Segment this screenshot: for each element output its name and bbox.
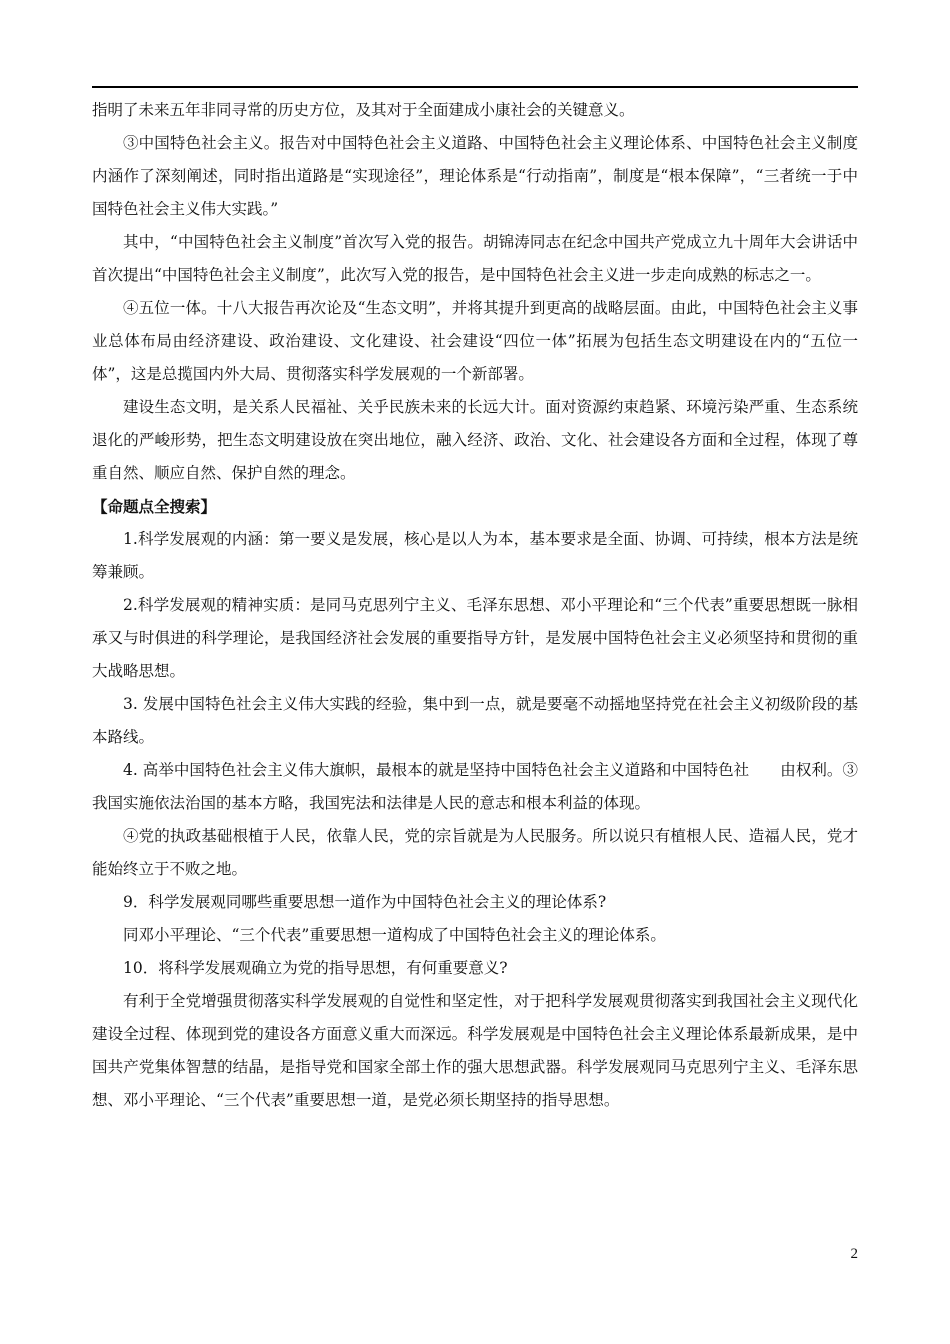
question-9: 9．科学发展观同哪些重要思想一道作为中国特色社会主义的理论体系? [123, 893, 607, 911]
paragraph-9: 3. 发展中国特色社会主义伟大实践的经验，集中到一点，就是要毫不动摇地坚持党在社会主义初级阶段的基本路线。 [92, 695, 858, 746]
paragraph-3: 其中，“中国特色社会主义制度”首次写入党的报告。胡锦涛同志在纪念中国共产党成立九十周年大会讲话中首次提出“中国特色社会主义制度”，此次写入党的报告，是中国特色社会主义进一步走向成熟的标志之一。 [92, 233, 858, 284]
answer-10: 有利于全党增强贯彻落实科学发展观的自觉性和坚定性，对于把科学发展观贯彻落实到我国社会主义现代化建设全过程、体现到党的建设各方面意义重大而深远。科学发展观是中国特色社会主义理论体系最新成果，是中国共产党集体智慧的结晶，是指导党和国家全部土作的强大思想武器。科学发展观同马克思列宁主义、毛泽东思想、邓小平理论、“三个代表”重要思想一道，是党必须长期坚持的指导思想。 [92, 992, 858, 1109]
answer-9: 同邓小平理论、“三个代表”重要思想一道构成了中国特色社会主义的理论体系。 [123, 926, 666, 944]
paragraph-11: ④党的执政基础根植于人民，依靠人民，党的宗旨就是为人民服务。所以说只有植根人民、造福人民，党才能始终立于不败之地。 [92, 827, 858, 878]
paragraph-5: 建设生态文明，是关系人民福祉、关乎民族未来的长远大计。面对资源约束趋紧、环境污染严重、生态系统退化的严峻形势，把生态文明建设放在突出地位，融入经济、政治、文化、社会建设各方面和全过程，体现了尊重自然、顺应自然、保护自然的理念。 [92, 398, 858, 482]
paragraph-10: 4. 高举中国特色社会主义伟大旗帜，最根本的就是坚持中国特色社会主义道路和中国特色社 由权利。③我国实施依法治国的基本方略，我国宪法和法律是人民的意志和根本利益的体现。 [92, 761, 858, 812]
paragraph-8: 2.科学发展观的精神实质：是同马克思列宁主义、毛泽东思想、邓小平理论和“三个代表”重要思想既一脉相承又与时俱进的科学理论，是我国经济社会发展的重要指导方针，是发展中国特色社会主义必须坚持和贯彻的重大战略思想。 [92, 596, 858, 680]
header-rule [92, 86, 858, 88]
paragraph-1: 指明了未来五年非同寻常的历史方位，及其对于全面建成小康社会的关键意义。 [92, 101, 635, 119]
question-10: 10．将科学发展观确立为党的指导思想，有何重要意义? [123, 959, 508, 977]
paragraph-7: 1.科学发展观的内涵：第一要义是发展，核心是以人为本，基本要求是全面、协调、可持续，根本方法是统筹兼顾。 [92, 530, 858, 581]
page-number: 2 [850, 1246, 858, 1262]
document-body [92, 94, 858, 1117]
paragraph-2: ③中国特色社会主义。报告对中国特色社会主义道路、中国特色社会主义理论体系、中国特色社会主义制度内涵作了深刻阐述，同时指出道路是“实现途径”，理论体系是“行动指南”，制度是“根本保障”，“三者统一于中国特色社会主义伟大实践。” [92, 134, 858, 218]
paragraph-4: ④五位一体。十八大报告再次论及“生态文明”，并将其提升到更高的战略层面。由此，中国特色社会主义事业总体布局由经济建设、政治建设、文化建设、社会建设“四位一体”拓展为包括生态文明建设在内的“五位一体”，这是总揽国内外大局、贯彻落实科学发展观的一个新部署。 [92, 299, 858, 383]
section-heading: 【命题点全搜索】 [92, 497, 217, 516]
